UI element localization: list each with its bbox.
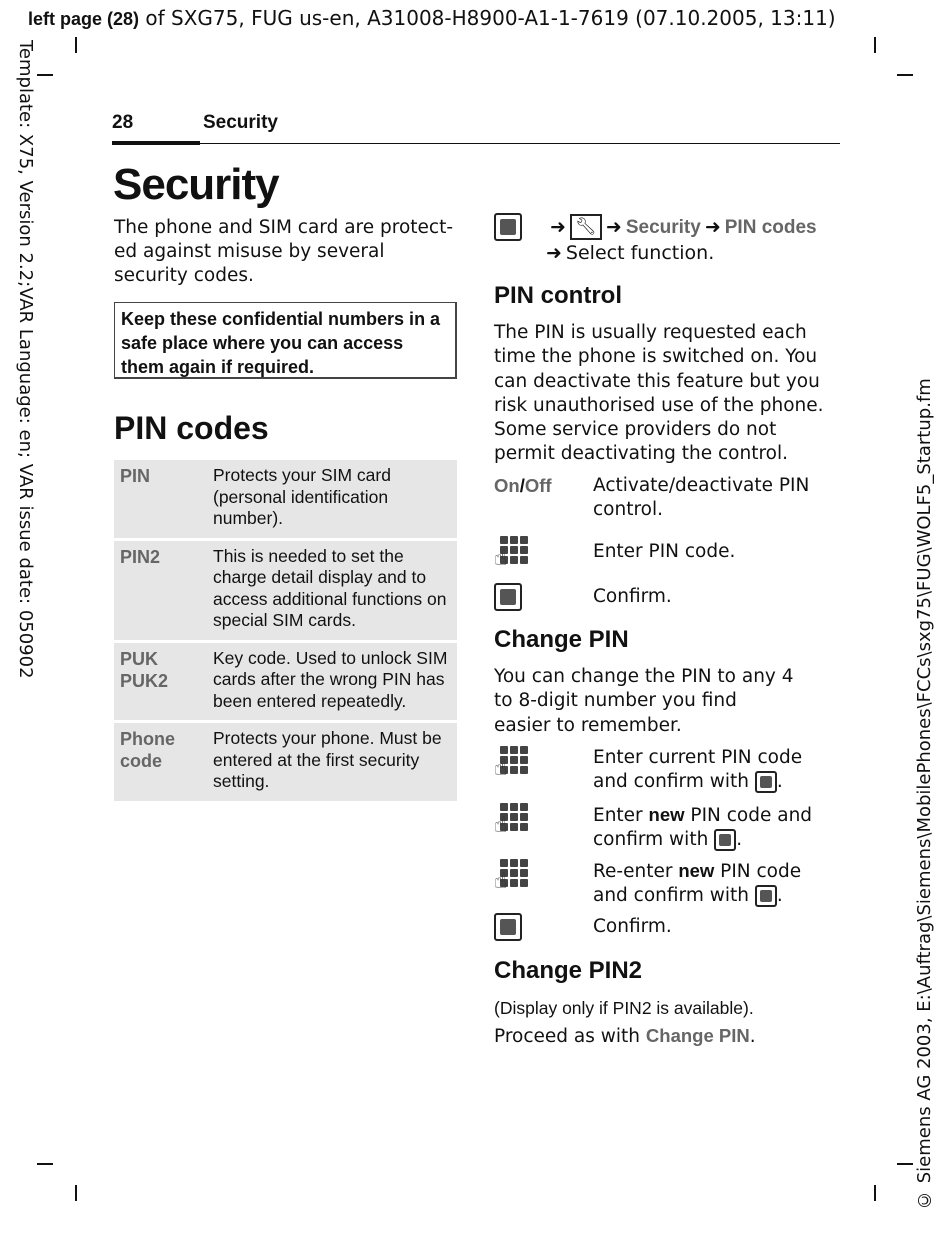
running-header-title: Security — [203, 112, 278, 133]
wrench-icon: 🔧︎ — [570, 214, 602, 240]
pin-codes-table — [114, 460, 457, 804]
table-term: PIN2 — [120, 546, 161, 567]
table-definition: Protects your phone. Must be entered at the first security setting. — [213, 728, 442, 791]
crop-mark — [37, 1163, 53, 1165]
keypad-icon: ☝︎ — [494, 859, 530, 895]
step-text: PIN code and confirm with — [593, 861, 802, 906]
pin-control-text: The PIN is usually requested each time the phone is switched on. You can deactivate this feature but you risk unauthorised use of the phone. Some service providers do not permit deactivating the control. — [494, 322, 824, 465]
softkey-icon — [714, 829, 736, 851]
change-pin-text: You can change the PIN to any 4 to 8-digit number you find easier to remember. — [494, 666, 794, 736]
step-text: Enter current PIN code and confirm with — [593, 747, 803, 792]
on-label: On — [494, 475, 520, 496]
keypad-icon: ☝︎ — [494, 746, 530, 782]
text: Proceed as with — [494, 1026, 646, 1047]
separator: / — [519, 475, 525, 496]
crop-mark — [75, 1185, 77, 1201]
table-term: Phone code — [120, 729, 176, 771]
menu-item-pin-codes: PIN codes — [724, 216, 817, 238]
softkey-icon — [755, 885, 777, 907]
crop-mark — [37, 74, 53, 76]
slug-bold: left page (28) — [28, 9, 140, 29]
crop-mark — [874, 1185, 876, 1201]
arrow-right-icon: ➜ — [704, 215, 721, 238]
header-rule — [112, 143, 840, 144]
table-definition: This is needed to set the charge detail display and to access additional functions on special SIM cards. — [213, 545, 447, 630]
step-text: Activate/deactivate PIN control. — [593, 475, 810, 520]
crop-mark — [897, 1163, 913, 1165]
intro-text: The phone and SIM card are protect-ed against misuse by several security codes. — [114, 217, 453, 286]
keypad-icon: ☝︎ — [494, 803, 530, 839]
crop-mark — [897, 74, 913, 76]
template-info: Template: X75, Version 2.2;VAR Language: en; VAR issue date: 050902 — [15, 40, 36, 679]
pin-codes-heading: PIN codes — [114, 410, 269, 446]
step-row — [494, 859, 839, 908]
softkey-icon — [494, 913, 522, 941]
step-text: Enter PIN code. — [593, 541, 736, 562]
arrow-right-icon: ➜ — [605, 215, 622, 238]
step-text: Confirm. — [593, 916, 672, 937]
pin-control-heading: PIN control — [494, 282, 623, 309]
change-pin-heading: Change PIN — [494, 626, 629, 653]
table-row — [114, 643, 457, 721]
off-label: Off — [524, 475, 552, 496]
step-text: Re-enter — [593, 861, 679, 882]
step-row — [494, 536, 839, 579]
change-pin-reference: Change PIN — [645, 1025, 750, 1046]
change-pin2-heading: Change PIN2 — [494, 957, 643, 984]
step-row — [494, 746, 839, 794]
softkey-icon — [494, 213, 522, 241]
period: . — [736, 829, 743, 850]
select-function-text: Select function. — [565, 242, 715, 264]
table-row — [114, 723, 457, 801]
step-text: Confirm. — [593, 586, 672, 607]
table-definition: Protects your SIM card (personal identification number). — [213, 465, 391, 528]
step-text: PIN code and confirm with — [593, 805, 813, 850]
period: . — [776, 885, 783, 906]
text: . — [749, 1026, 756, 1047]
step-row — [494, 913, 839, 941]
arrow-right-icon: ➜ — [550, 215, 566, 238]
note-box: Keep these confidential numbers in a safe place where you can access them again if required. — [114, 302, 457, 379]
period: . — [776, 771, 783, 792]
menu-navigation-path — [494, 213, 844, 266]
table-row — [114, 460, 457, 538]
step-row — [494, 474, 839, 522]
table-definition: Key code. Used to unlock SIM cards after the wrong PIN has been entered repeatedly. — [213, 647, 448, 711]
header-tab-bar — [112, 141, 200, 145]
table-term: PUK PUK2 — [120, 648, 169, 691]
softkey-icon — [755, 771, 777, 793]
change-pin2-text — [494, 1024, 834, 1049]
step-text: Enter — [593, 805, 649, 826]
slug-line — [28, 6, 836, 30]
slug-rest: of SXG75, FUG us-en, A31008-H8900-A1-1-7619 (07.10.2005, 13:11) — [139, 6, 836, 30]
step-text-bold: new — [678, 860, 715, 881]
step-row — [494, 583, 839, 611]
step-text-bold: new — [648, 804, 685, 825]
step-row — [494, 803, 839, 852]
page-number: 28 — [112, 112, 134, 133]
softkey-icon — [494, 583, 522, 611]
table-term: PIN — [120, 466, 151, 486]
menu-item-security: Security — [625, 216, 701, 238]
copyright-path: © Siemens AG 2003, E:\Auftrag\Siemens\MobilePhones\FCCs\sxg75\FUG\WOLF5_Startup.fm — [914, 378, 935, 1210]
change-pin2-note: (Display only if PIN2 is available). — [494, 998, 754, 1018]
crop-mark — [75, 37, 77, 53]
arrow-right-icon: ➜ — [546, 242, 562, 264]
page-title: Security — [113, 160, 279, 209]
table-row — [114, 541, 457, 640]
keypad-icon: ☝︎ — [494, 536, 530, 572]
crop-mark — [874, 37, 876, 53]
